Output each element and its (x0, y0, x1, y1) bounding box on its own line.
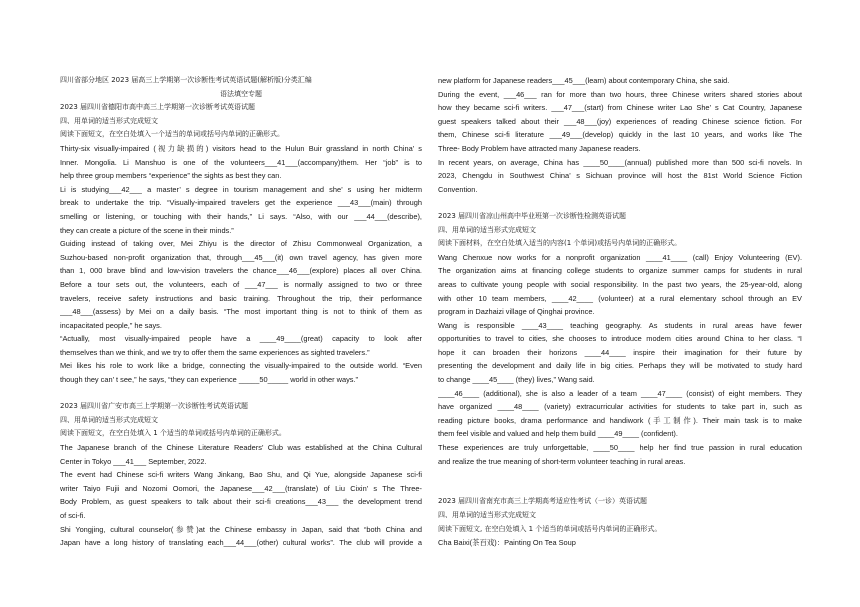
text-line: program in Dazhaizi village of Qinghai province. (438, 307, 595, 317)
text-line: themselves than we think, and we try to offer them the same experiences as sighted travelers.” (60, 347, 370, 357)
text-line: 阅读下面短文，在空白处填入 1 个适当的单词或括号内单词的正确形式。 (60, 429, 286, 438)
text-line: 语法填空专题 (220, 89, 262, 98)
text-line: Center in Tokyo ___41___ September, 2022. (60, 456, 207, 466)
text-line: Before a tour sets out, the volunteers, each of ___47___ is normally assigned to two or three (60, 279, 422, 289)
text-line: The event had Chinese sci-fi writers Wang Jinkang, Bao Shu, and Qi Yue, alongside Japanese sci-fi (60, 470, 422, 480)
text-line: Cha Baixi(茶百戏)：Painting On Tea Soup (438, 538, 576, 548)
text-line: than 1, 000 brave blind and low-vision travelers the chance___46___(explore) places all over China. (60, 266, 422, 276)
text-line: help three group members “experience” the sights as best they can. (60, 171, 282, 181)
spacer (438, 468, 802, 482)
spacer (60, 387, 422, 401)
text-line: 四、用单词的适当形式完成短文 (438, 225, 536, 234)
text-line: Shi Yongjing, cultural counselor(参赞)at the Chinese embassy in Japan, said that “both China and (60, 524, 422, 534)
text-line: 2023 届四川省凉山州高中毕业班第一次诊断性检测英语试题 (438, 211, 627, 220)
text-line: The organization aims at financing college students to organize summer camps for students in rural (438, 266, 802, 276)
text-line: break to undertake the trip. “Visually-impaired travelers get the experience ___43___(main) through (60, 198, 422, 208)
text-line: and realize the true meaning of short-term volunteer teaching in rural areas. (438, 456, 686, 466)
text-line: Japan have a long history of translating each___44___(other) cultural works”. The club will provide a (60, 538, 422, 548)
text-line: they can create a picture of the scene in their minds.” (60, 225, 234, 235)
text-line: 阅读下面短文，在空白处填入一个适当的单词或括号内单词的正确形式。 (60, 130, 284, 139)
text-line: have organized ____48____ (variety) extracurricular activities for students to take part in, such as (438, 402, 802, 412)
text-line: ___48___(assess) by Mei on a daily basis. “The most important thing is not to think of them as (60, 307, 422, 317)
text-line: hope it can broaden their horizons ____44____ inspire their imagination for their future by (438, 347, 802, 357)
text-line: 阅读下面材料，在空白处填入适当的内容(1 个单词)或括号内单词的正确形式。 (438, 239, 682, 248)
text-line: These experiences are truly unforgettable, ____50____ help her find true passion in rural education (438, 443, 802, 453)
text-line: opportunities to travel to cities, she chooses to introduce modem cities around China to her class. “I (438, 334, 802, 344)
right-column (438, 74, 802, 550)
text-line: Mei likes his role to work like a bridge, connecting the visually-impaired to the outside world. “Even (60, 361, 422, 371)
spacer (438, 196, 802, 210)
text-line: During the event, ___46___ ran for more than two hours, three Chinese writers shared stories about (438, 89, 802, 99)
text-line: guest speakers talked about their ___48___(joy) experiences of reading Chinese science fiction. For (438, 116, 802, 126)
text-line: 2023, Chengdu in Southwest China’ s Sichuan province will host the 81st World Science Fiction (438, 171, 802, 181)
spacer (438, 482, 802, 496)
text-line: travelers, receive safety instructions and basic training. Throughout the trip, their performance (60, 293, 422, 303)
text-line: Three- Body Problem have attracted many Japanese readers. (438, 143, 641, 153)
text-line: them, Chinese sci-fi literature ___49___(develop) quickly in the last 10 years, and works like The (438, 130, 802, 140)
text-line: of sci-fi. (60, 511, 86, 520)
text-line: 2023 届四川省广安市高三上学期第一次诊断性考试英语试题 (60, 402, 249, 411)
text-line: Li is studying___42___ a master’ s degree in tourism management and she’ s using her midterm (60, 184, 422, 194)
text-line: writer Taiyo Fujii and Nozomi Oomori, the Japanese___42___(translate) of Liu Cixin’ s The Three- (60, 483, 422, 493)
text-line: 2023 届四川省南充市高三上学期高考适应性考试（一诊）英语试题 (438, 497, 648, 506)
text-line: 四、用单词的适当形式完成短文 (60, 116, 158, 125)
left-column (60, 74, 422, 550)
text-line: Thirty-six visually-impaired (视力缺损的) visitors head to the Hulun Buir grassland in north China’ s (60, 143, 422, 153)
text-line: ____46____ (additional), she is also a leader of a team ____47____ (consist) of eight members. They (438, 388, 802, 398)
text-line: 阅读下面短文, 在空白处填入 1 个适当的单词或括号内单词的正确形式。 (438, 524, 662, 533)
text-line: presenting the development and daily life in big cities. Perhaps they will be motivated to study hard (438, 361, 802, 371)
text-line: 2023 届四川省德阳市高中高三上学期第一次诊断考试英语试题 (60, 103, 256, 112)
text-line: areas to cultivate young people with social responsibility. In the past two years, the 25-year-old, along (438, 279, 802, 289)
text-line: Guiding instead of taking over, Mei Zhiyu is the director of Zhisu Commonweal Organization, a (60, 239, 422, 249)
text-line: how they became sci-fi writers. ___47___(start) from Chinese writer Lao She’ s Cat Country, Japanese (438, 103, 802, 113)
text-line: Convention. (438, 184, 478, 194)
text-line: with other 10 team members, ____42____ (volunteer) at a rural elementary school through an EV (438, 293, 802, 303)
text-line: In recent years, on average, China has ____50____(annual) published more than 500 sci-fi novels. In (438, 157, 802, 167)
text-line: 四川省部分地区 2023 届高三上学期第一次诊断性考试英语试题(解析版)分类汇编 (60, 76, 312, 84)
text-line: The Japanese branch of the Chinese Literature Readers’ Club was established at the China Cultural (60, 443, 422, 453)
text-line: Suzhou-based non-profit organization that, through___45___(it) own travel agency, has given more (60, 252, 422, 262)
text-line: to change ____45____ (they) lives,” Wang said. (438, 375, 595, 385)
text-line: 四、用单词的适当形式完成短文 (60, 415, 158, 424)
text-line: new platform for Japanese readers___45___(learn) about contemporary China, she said. (438, 76, 730, 85)
text-line: Wang Chenxue now works for a nonprofit organization ____41____ (call) Enjoy Volunteering (EV). (438, 252, 802, 262)
text-line: Wang is responsible ____43____ teaching geography. As students in rural areas have fewer (438, 320, 802, 330)
text-line: them feel visible and valued and help them build ____49____ (confident). (438, 429, 678, 439)
text-line: Body Problem, as guest speakers to talk about their sci-fi creations___43___ the development trend (60, 497, 422, 507)
text-line: incapacitated people,” he says. (60, 320, 162, 330)
text-line: “Actually, most visually-impaired people have a ____49____(great) capacity to look after (60, 334, 422, 344)
text-line: reading picture books, drama performance and handiwork (手工制作). Their main task is to make (438, 415, 802, 425)
text-line: smelling or listening, or touching with their hands,” Li says. “Also, with our ___44___(describe), (60, 211, 422, 221)
text-line: Inner. Mongolia. Li Manshuo is one of the volunteers___41___(accompany)them. Her “job” is to (60, 157, 422, 167)
text-line: 四、用单词的适当形式完成短文 (438, 511, 536, 519)
text-line: though they can’ t see,” he says, “they can experience _____50_____ world in other ways.” (60, 375, 358, 385)
